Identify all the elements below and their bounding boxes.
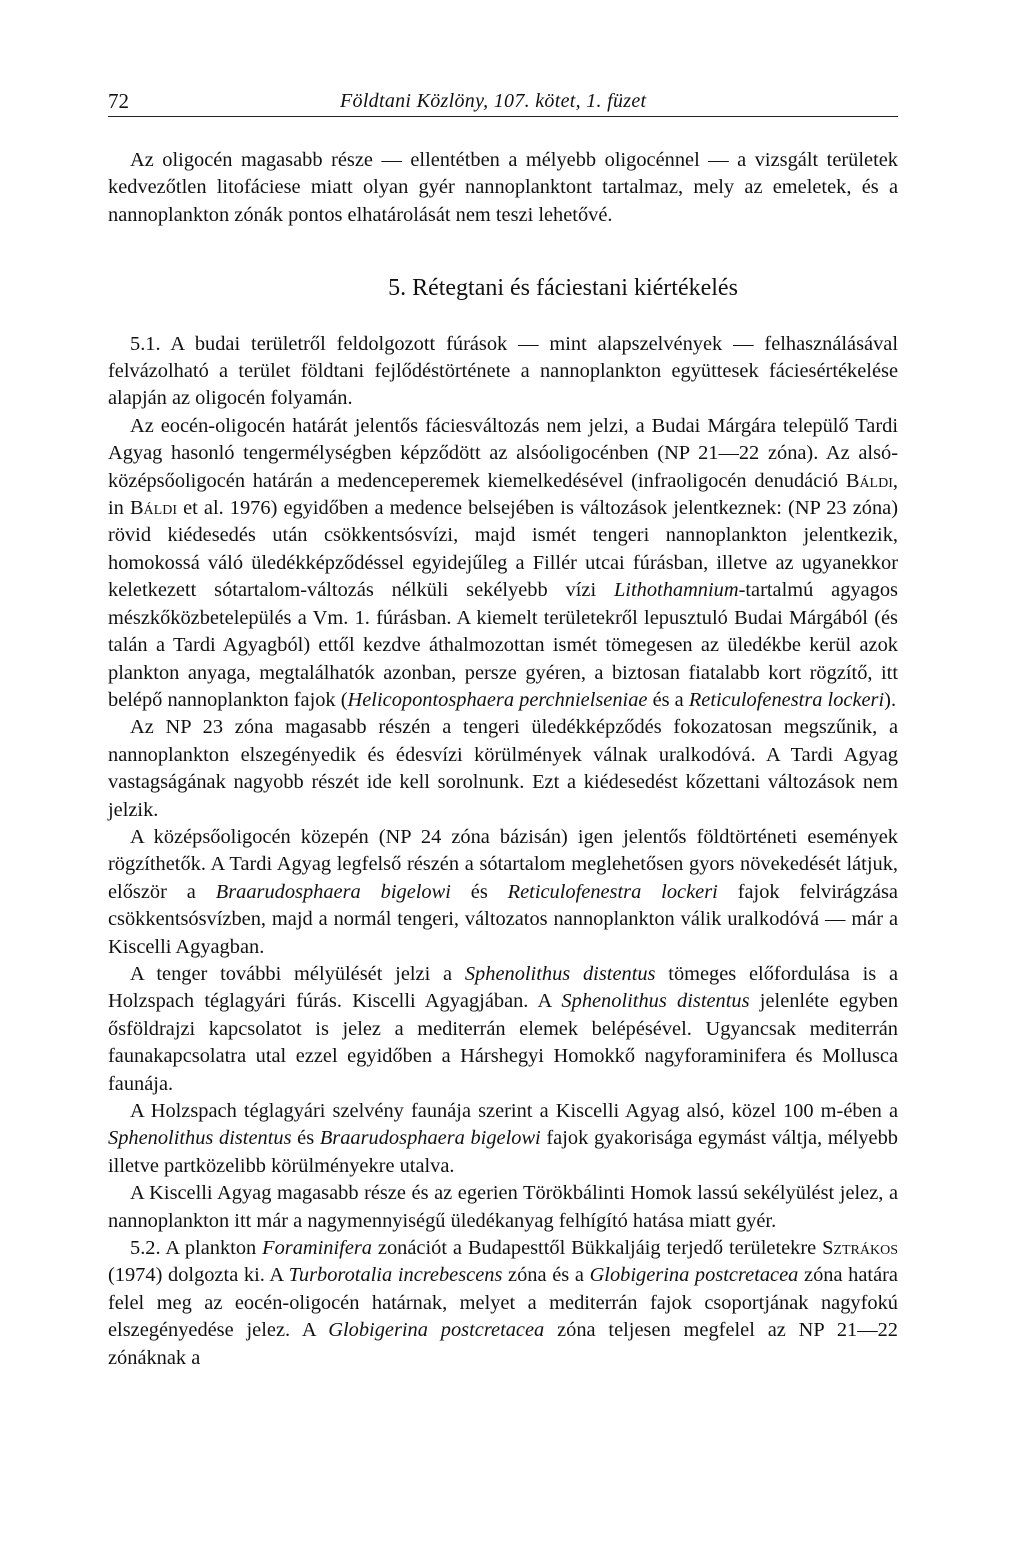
text-run: és <box>291 1127 320 1150</box>
paragraph-sea-deepening <box>108 961 898 1098</box>
text-run: jelenléte egyben ősföldrajzi kapcsolatot is jelez a mediterrán elemek belépésével. Ugyancsak mediterrán faunakapcsolatra utal ezzel egyidőben a Hárshegyi Homokkő nagyforaminifera és Mollusca faunája. <box>108 990 899 1095</box>
taxon-name: Foraminifera <box>262 1237 373 1260</box>
text-run: és <box>450 880 508 903</box>
text-run: tömeges előfordulása is a Holzspach téglagyári fúrás. Kiscelli Agyagjában. A <box>108 962 898 1013</box>
text-run: zóna határa felel meg az eocén-oligocén határnak, melyet a mediterrán fajok csoportjának nagyfokú elszegényedése jelez. A <box>108 1264 898 1342</box>
paragraph-middle-oligocene <box>108 824 898 961</box>
text-run: zóna és a <box>502 1264 590 1287</box>
page-number: 72 <box>108 89 129 113</box>
taxon-name: Turborotalia increbescens <box>288 1264 503 1287</box>
paragraph-np23: Az NP 23 zóna magasabb részén a tengeri üledékképződés fokozatosan megszűnik, a nannoplankton elszegényedik és édesvízi körülmények válnak uralkodóvá. A Tardi Agyag vastagságának nagyobb részét ide kell sorolnunk. Ezt a kiédesedést kőzettani változások nem jelzik. <box>108 716 898 821</box>
text-run: Az eocén-oligocén határát jelentős fáciesváltozás nem jelzi, a Budai Márgára települő Tardi Agyag hasonló tengermélységben képződött az alsóoligocénben (NP 21—22 zóna). Az alsó-középsőoligocén határán a medenceperemek kiemelkedésével (infraoligocén denudáció <box>108 414 898 492</box>
text-run: zonációt a Budapesttől Bükkaljáig terjedő területekre <box>372 1237 823 1260</box>
taxon-name: Globigerina postcretacea <box>589 1264 799 1287</box>
text-run: , in <box>108 469 898 520</box>
taxon-name: Sphenolithus distentus <box>108 1127 292 1150</box>
paragraph-kiscelli-clay: A Kiscelli Agyag magasabb része és az egerien Törökbálinti Homok lassú sekélyülést jelez, a nannoplankton itt már a nagymennyiségű üledékanyag felhígító hatása miatt gyér. <box>108 1182 898 1232</box>
text-run: fajok gyakorisága egymást váltja, mélyebb illetve partközelibb körülményekre utalva. <box>108 1127 898 1177</box>
taxon-name: Sphenolithus distentus <box>561 990 750 1013</box>
section-heading: 5. Rétegtani és fáciestani kiértékelés <box>388 275 738 302</box>
text-run: és a <box>647 688 689 711</box>
paragraph-5-1: 5.1. A budai területről feldolgozott fúrások — mint alapszelvények — felhasználásával felvázolható a terület földtani fejlődéstörténete a nannoplankton együttesek fáciesértékelése alapján az oligocén folyamán. <box>108 332 898 410</box>
text-run: zóna teljesen megfelel az NP 21—22 zónáknak a <box>108 1319 898 1369</box>
text-run: (1974) dolgozta ki. A <box>108 1264 289 1287</box>
taxon-name: Helicopontosphaera perchnielseniae <box>347 688 648 711</box>
running-head: Földtani Közlöny, 107. kötet, 1. füzet <box>340 90 647 112</box>
page-header <box>108 80 898 117</box>
text-run: A Holzspach téglagyári szelvény faunája szerint a Kiscelli Agyag alsó, közel 100 m-ében a <box>130 1100 898 1122</box>
author-name: Báldi <box>845 469 893 492</box>
intro-paragraph: Az oligocén magasabb része — ellentétben a mélyebb oligocénnel — a vizsgált területek kedvezőtlen litofáciese miatt olyan gyér nannoplanktont tartalmaz, mely az emeletek, és a nannoplankton zónák pontos elhatárolását nem teszi lehetővé. <box>108 149 898 226</box>
text-run: -tartalmú agyagos mészkőközbetelepülés a Vm. 1. fúrásban. A kiemelt területekről lepusztuló Budai Márgából (és talán a Tardi Agyagból) ettől kezdve áthalmozottan ismét tömegesen az üledékbe kerül azok plankton anyaga, megtalálhatók azonban, persze gyéren, a biztosan fiatalabb kort rögzítő, itt belépő nannoplankton fajok ( <box>108 579 898 711</box>
paragraph-5-2 <box>108 1235 898 1372</box>
paragraph-eocene-oligocene-boundary <box>108 413 898 714</box>
text-run: A tenger további mélyülését jelzi a <box>130 962 465 985</box>
taxon-name: Braarudosphaera bigelowi <box>319 1127 541 1150</box>
taxon-name: Globigerina postcretacea <box>328 1319 545 1342</box>
taxon-name: Reticulofenestra lockeri <box>507 880 718 903</box>
text-run: 5.2. A plankton <box>130 1237 263 1260</box>
author-name: Sztrákos <box>822 1237 898 1260</box>
author-name: Báldi <box>129 497 177 520</box>
text-run: ). <box>884 688 897 711</box>
taxon-name: Lithothamnium <box>613 579 739 602</box>
text-run: A középsőoligocén közepén (NP 24 zóna bázisán) igen jelentős földtörténeti események rögzíthetők. A Tardi Agyag legfelső részén a sótartalom meglehetősen gyors növekedését látjuk, először a <box>108 825 898 903</box>
taxon-name: Sphenolithus distentus <box>464 962 656 985</box>
paragraph-holzspach-fauna <box>108 1098 898 1180</box>
taxon-name: Braarudosphaera bigelowi <box>215 880 451 903</box>
taxon-name: Reticulofenestra lockeri <box>688 688 885 711</box>
text-run: et al. 1976) egyidőben a medence belsejében is változások jelentkeznek: (NP 23 zóna) rövid kiédesedés után csökkentsósvízi, majd ismét tengeri nannoplankton jelentkezik, homokossá váló üledékképződéssel egyidejűleg a Fillér utcai fúrásban, illetve az ugyanekkor keletkezett sótartalom-változás nélküli sekélyebb vízi <box>108 497 898 602</box>
text-run: fajok felvirágzása csökkentsósvízben, majd a normál tengeri, változatos nannoplankton válik uralkodóvá — már a Kiscelli Agyagban. <box>108 880 898 958</box>
